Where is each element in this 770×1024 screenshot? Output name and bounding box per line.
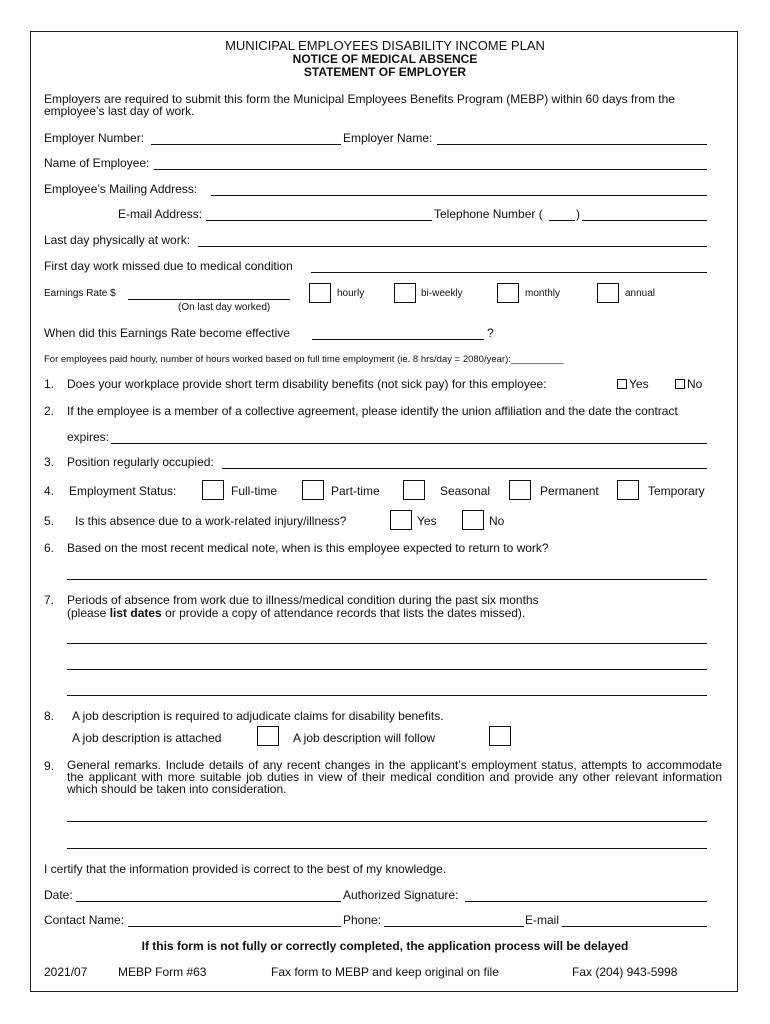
q7-absence-line-2[interactable]	[67, 669, 707, 670]
parttime-label: Part-time	[331, 484, 380, 498]
q5-text: Is this absence due to a work-related injury/illness?	[75, 514, 347, 528]
permanent-label: Permanent	[540, 484, 599, 498]
first-day-missed-field[interactable]	[311, 272, 707, 273]
signature-label: Authorized Signature:	[343, 888, 459, 902]
email-field[interactable]	[562, 926, 707, 927]
q7-absence-line-1[interactable]	[67, 643, 707, 644]
rate-effective-field[interactable]	[312, 339, 484, 340]
q6-return-date-field[interactable]	[67, 579, 707, 580]
employee-name-label: Name of Employee:	[44, 156, 150, 170]
form-title: MUNICIPAL EMPLOYEES DISABILITY INCOME PLAN	[225, 38, 545, 53]
earnings-rate-label: Earnings Rate $	[44, 288, 116, 299]
fulltime-checkbox[interactable]	[202, 480, 224, 500]
q2-number: 2.	[44, 404, 55, 418]
form-subtitle-notice: NOTICE OF MEDICAL ABSENCE	[292, 52, 478, 66]
last-day-field[interactable]	[198, 246, 707, 247]
contact-name-label: Contact Name:	[44, 913, 125, 927]
q3-number: 3.	[44, 455, 55, 469]
q1-no-label: No	[687, 377, 703, 391]
footer-form-number: MEBP Form #63	[118, 965, 207, 979]
employer-name-label: Employer Name:	[343, 131, 433, 145]
seasonal-checkbox[interactable]	[403, 480, 425, 500]
q7-line2-bold: list dates	[109, 606, 162, 620]
biweekly-checkbox[interactable]	[394, 283, 416, 303]
parttime-checkbox[interactable]	[302, 480, 324, 500]
hours-worked-note: For employees paid hourly, number of hours worked based on full time employment (ie. 8 hrs/day = 2080/year):__________	[44, 354, 564, 365]
q5-number: 5.	[44, 514, 55, 528]
q3-text: Position regularly occupied:	[67, 455, 214, 469]
email-address-label: E-mail Address:	[118, 207, 203, 221]
incomplete-warning: If this form is not fully or correctly completed, the application process will be delayed	[141, 939, 629, 953]
earnings-rate-note: (On last day worked)	[178, 302, 271, 313]
temporary-label: Temporary	[648, 484, 705, 498]
q7-text-line2	[67, 606, 525, 620]
monthly-checkbox[interactable]	[497, 283, 519, 303]
signature-field[interactable]	[465, 901, 707, 902]
q2-expires-label: expires:	[67, 430, 110, 444]
q1-yes-label: Yes	[629, 377, 649, 391]
certify-statement: I certify that the information provided is correct to the best of my knowledge.	[44, 862, 447, 876]
q6-text: Based on the most recent medical note, when is this employee expected to return to work?	[67, 541, 549, 555]
hourly-label: hourly	[337, 288, 365, 299]
q5-no-checkbox[interactable]	[462, 510, 484, 530]
q5-yes-checkbox[interactable]	[390, 510, 412, 530]
q1-text: Does your workplace provide short term disability benefits (not sick pay) for this employee:	[67, 377, 547, 391]
mailing-address-label: Employee’s Mailing Address:	[44, 182, 198, 196]
employer-number-field[interactable]	[151, 144, 341, 145]
q8-follow-label: A job description will follow	[293, 731, 436, 745]
q8-text: A job description is required to adjudicate claims for disability benefits.	[72, 709, 444, 723]
phone-field[interactable]	[384, 926, 524, 927]
q7-text-line1: Periods of absence from work due to illness/medical condition during the past six months	[67, 593, 539, 607]
permanent-checkbox[interactable]	[509, 480, 531, 500]
fulltime-label: Full-time	[231, 484, 278, 498]
contact-name-field[interactable]	[128, 926, 341, 927]
last-day-label: Last day physically at work:	[44, 233, 191, 247]
rate-effective-label: When did this Earnings Rate become effective	[44, 326, 290, 340]
annual-checkbox[interactable]	[597, 283, 619, 303]
rate-effective-qmark: ?	[487, 326, 494, 340]
intro-text: Employers are required to submit this form the Municipal Employees Benefits Program (MEBP) within 60 days from the employee’s last day of work.	[44, 92, 675, 118]
q1-number: 1.	[44, 377, 55, 391]
monthly-label: monthly	[525, 288, 561, 299]
email-address-field[interactable]	[206, 220, 432, 221]
telephone-paren-close: )	[576, 207, 580, 221]
q4-number: 4.	[44, 484, 55, 498]
earnings-rate-field[interactable]	[128, 299, 290, 300]
q2-text: If the employee is a member of a collective agreement, please identify the union affiliation and the date the contract	[67, 404, 678, 418]
q4-text: Employment Status:	[69, 484, 177, 498]
footer-fax-number: Fax (204) 943-5998	[572, 965, 678, 979]
seasonal-label: Seasonal	[440, 484, 491, 498]
date-label: Date:	[44, 888, 73, 902]
q1-no-checkbox[interactable]	[675, 379, 685, 389]
temporary-checkbox[interactable]	[617, 480, 639, 500]
q6-number: 6.	[44, 541, 55, 555]
q9-remarks-line-2[interactable]	[67, 848, 707, 849]
q9-number: 9.	[44, 759, 55, 773]
email-label: E-mail	[525, 913, 560, 927]
q8-attached-checkbox[interactable]	[257, 726, 279, 746]
phone-label: Phone:	[343, 913, 382, 927]
q1-no-option[interactable]	[675, 377, 702, 391]
form-subtitle-statement: STATEMENT OF EMPLOYER	[303, 65, 467, 79]
biweekly-label: bi-weekly	[421, 288, 463, 299]
telephone-area-code-field[interactable]	[549, 220, 575, 221]
q7-line2-post: or provide a copy of attendance records that lists the dates missed).	[161, 606, 526, 620]
telephone-number-field[interactable]	[582, 220, 707, 221]
q7-number: 7.	[44, 593, 55, 607]
q8-attached-label: A job description is attached	[72, 731, 222, 745]
q8-follow-checkbox[interactable]	[489, 726, 511, 746]
q9-remarks-line-1[interactable]	[67, 821, 707, 822]
footer-date: 2021/07	[44, 965, 88, 979]
employer-number-label: Employer Number:	[44, 131, 145, 145]
q9-text: General remarks. Include details of any recent changes in the applicant’s employment status, attempts to accommodate the applicant with more suitable job duties in view of their medical condition and provide any other relevant information which should be taken into consideration.	[67, 758, 722, 796]
telephone-label: Telephone Number (	[434, 207, 543, 221]
employee-name-field[interactable]	[154, 169, 707, 170]
hourly-checkbox[interactable]	[309, 283, 331, 303]
employer-name-field[interactable]	[437, 144, 707, 145]
first-day-missed-label: First day work missed due to medical condition	[44, 259, 293, 273]
q5-yes-label: Yes	[417, 514, 437, 528]
date-field[interactable]	[76, 901, 341, 902]
q3-position-field[interactable]	[222, 468, 707, 469]
q8-number: 8.	[44, 709, 55, 723]
footer-fax-note: Fax form to MEBP and keep original on file	[271, 965, 499, 979]
q7-line2-pre: (please	[67, 606, 110, 620]
q1-yes-option[interactable]	[617, 377, 649, 391]
q7-absence-line-3[interactable]	[67, 695, 707, 696]
mailing-address-field[interactable]	[211, 195, 707, 196]
q5-no-label: No	[489, 514, 505, 528]
annual-label: annual	[625, 288, 656, 299]
q1-yes-checkbox[interactable]	[617, 379, 627, 389]
q2-expires-field[interactable]	[111, 443, 707, 444]
